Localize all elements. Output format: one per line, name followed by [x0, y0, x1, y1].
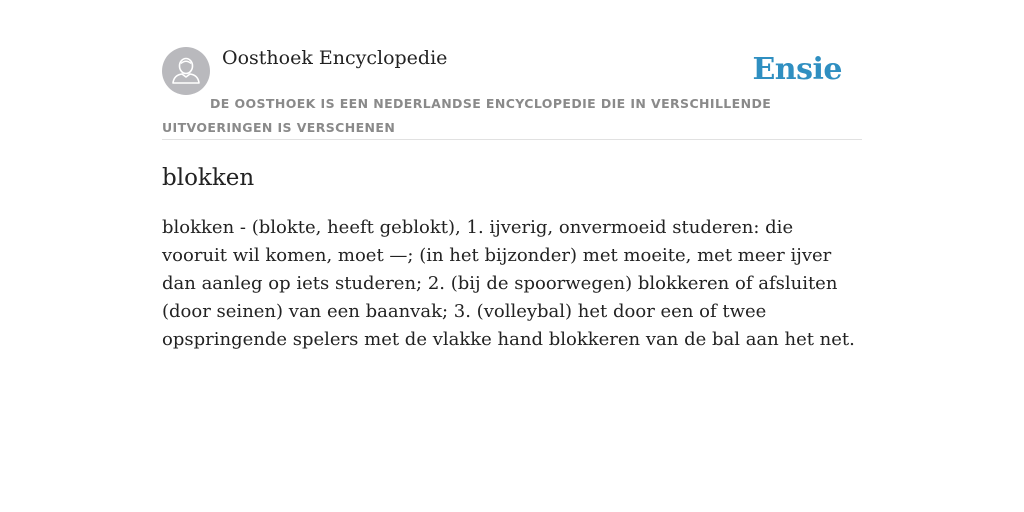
source-description: DE OOSTHOEK IS EEN NEDERLANDSE ENCYCLOPEDIE DIE IN VERSCHILLENDE UITVOERINGEN IS VERSCHENEN [162, 96, 772, 135]
source-title-link[interactable]: Oosthoek Encyclopedie [222, 47, 448, 69]
user-avatar-icon[interactable] [162, 47, 210, 95]
ensie-logo[interactable]: Ensie [752, 52, 842, 87]
source-header [162, 46, 862, 140]
entry-definition: blokken - (blokte, heeft geblokt), 1. ijverig, onvermoeid studeren: die vooruit wil komen, moet —; (in het bijzonder) met moeite, met meer ijver dan aanleg op iets studeren; 2. (bij de spoorwegen) blokkeren of afsluiten (door seinen) van een baanvak; 3. (volleybal) het door een of twee opspringende spelers met de vlakke hand blokkeren van de bal aan het net. [162, 217, 855, 350]
person-outline-icon [162, 47, 210, 95]
page [162, 46, 862, 354]
entry-title: blokken [162, 165, 255, 191]
